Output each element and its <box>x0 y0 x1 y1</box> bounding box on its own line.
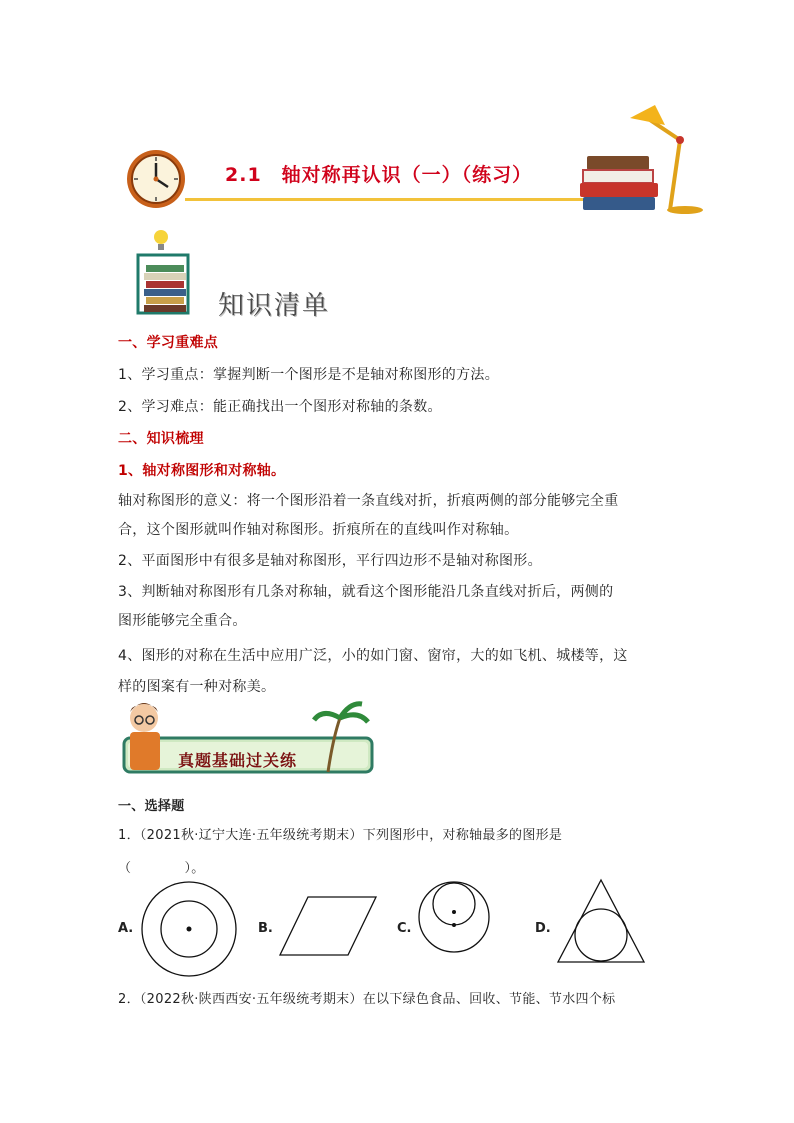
title-underline <box>185 198 583 201</box>
option-a-concentric-circles <box>140 880 238 978</box>
option-d-triangle-incircle <box>556 878 646 964</box>
heading-key-points: 一、学习重难点 <box>118 335 219 351</box>
option-b-label: B. <box>258 921 273 936</box>
option-c-circles-with-dots <box>417 880 491 954</box>
point-4-line-1: 4、图形的对称在生活中应用广泛，小的如门窗、窗帘，大的如飞机、城楼等，这 <box>118 648 628 664</box>
clock-icon <box>125 148 187 210</box>
page-title: 2.1 轴对称再认识（一）（练习） <box>225 164 533 186</box>
heading-knowledge-review: 二、知识梳理 <box>118 431 204 447</box>
option-c-label: C. <box>397 921 412 936</box>
point-3-line-2: 图形能够完全重合。 <box>118 613 247 629</box>
question-1-line-1: 1．（2021秋·辽宁大连·五年级统考期末）下列图形中，对称轴最多的图形是 <box>118 828 563 843</box>
knowledge-list-badge: 知识清单 <box>218 291 331 321</box>
key-point-text: 1、学习重点：掌握判断一个图形是不是轴对称图形的方法。 <box>118 367 500 383</box>
point-3-line-1: 3、判断轴对称图形有几条对称轴，就看这个图形能沿几条直线对折后，两侧的 <box>118 584 614 600</box>
point-2-text: 2、平面图形中有很多是轴对称图形，平行四边形不是轴对称图形。 <box>118 553 542 569</box>
point-4-line-2: 样的图案有一种对称美。 <box>118 679 276 695</box>
option-d-label: D. <box>535 921 551 936</box>
option-a-label: A. <box>118 921 134 936</box>
definition-line-1: 轴对称图形的意义：将一个图形沿着一条直线对折，折痕两侧的部分能够完全重 <box>118 493 619 509</box>
definition-line-2: 合，这个图形就叫作轴对称图形。折痕所在的直线叫作对称轴。 <box>118 522 519 538</box>
option-b-parallelogram <box>278 895 378 957</box>
books-lamp-illustration <box>575 100 715 215</box>
bookstack-lightbulb-icon <box>130 225 218 320</box>
section-multiple-choice: 一、选择题 <box>118 799 185 814</box>
subheading-axis-symmetry: 1、轴对称图形和对称轴。 <box>118 463 286 479</box>
question-1-answer-blank: （ ）。 <box>118 861 205 876</box>
practice-banner-title: 真题基础过关练 <box>178 751 298 770</box>
question-2-line-1: 2．（2022秋·陕西西安·五年级统考期末）在以下绿色食品、回收、节能、节水四个标 <box>118 992 616 1007</box>
difficulty-text: 2、学习难点：能正确找出一个图形对称轴的条数。 <box>118 399 442 415</box>
